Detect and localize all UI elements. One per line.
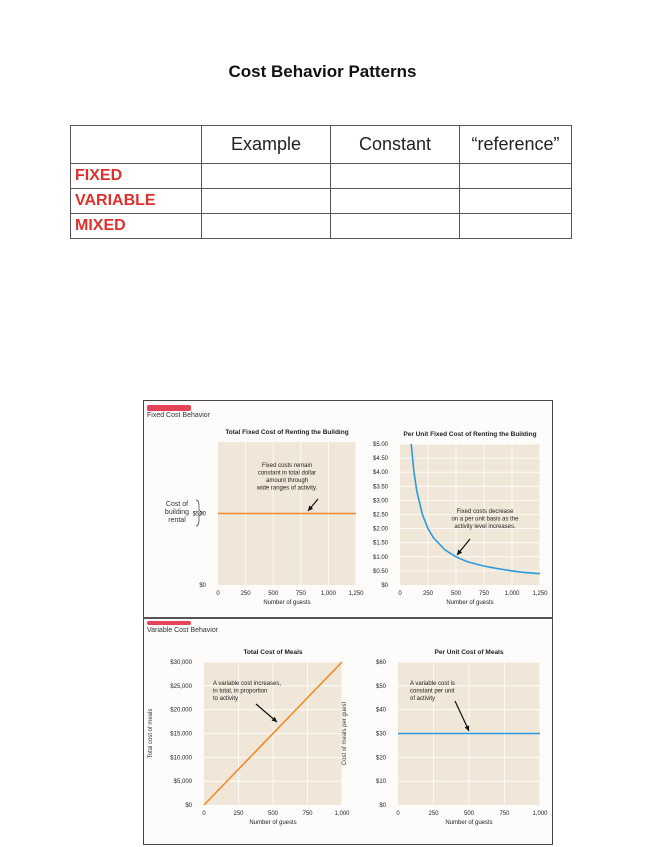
x-tick-label: 1,000 xyxy=(504,591,520,597)
annotation-text: constant in total dollar xyxy=(257,470,317,477)
x-tick-label: 1,250 xyxy=(532,591,548,597)
chart-3 xyxy=(342,649,548,826)
x-axis-label: Number of guests xyxy=(446,600,494,606)
chart-title: Total Fixed Cost of Renting the Building xyxy=(225,429,349,436)
x-tick-label: 500 xyxy=(267,811,279,817)
y-tick-label: $3.50 xyxy=(372,484,388,491)
annotation-text: in total, in proportion xyxy=(213,688,268,695)
y-tick-label: $2.00 xyxy=(372,526,388,533)
annotation-text: activity level increases. xyxy=(454,524,516,530)
x-tick-label: 500 xyxy=(463,811,475,817)
y-tick-label: $4.00 xyxy=(372,470,388,477)
x-tick-label: 1,000 xyxy=(320,591,336,597)
chart-title: Per Unit Fixed Cost of Renting the Building xyxy=(403,431,537,438)
y-tick-label: $0.50 xyxy=(372,568,388,575)
y-tick-label: $50 xyxy=(375,683,386,690)
y-tick-label: $500 xyxy=(192,511,206,518)
row-label-fixed: FIXED xyxy=(71,164,202,189)
y-tick-label: $0 xyxy=(379,803,386,809)
row-label-mixed: MIXED xyxy=(71,214,202,239)
y-tick-label: $30,000 xyxy=(170,660,192,666)
fixed-side-label: Cost of building rental xyxy=(164,501,190,524)
annotation-text: Fixed costs decrease xyxy=(456,509,514,515)
annotation-text: A variable cost increases, xyxy=(213,681,282,687)
x-tick-label: 0 xyxy=(396,811,400,817)
y-tick-label: $1.00 xyxy=(372,554,388,561)
y-tick-label: $25,000 xyxy=(170,683,192,690)
chart-title: Per Unit Cost of Meals xyxy=(434,649,504,656)
y-tick-label: $10,000 xyxy=(170,755,192,762)
y-tick-label: $20 xyxy=(375,755,386,762)
chart-0 xyxy=(193,429,365,606)
y-axis-label: Total cost of meals xyxy=(148,708,154,759)
x-tick-label: 250 xyxy=(240,591,251,597)
y-tick-label: $30 xyxy=(375,731,386,738)
annotation-text: of activity xyxy=(410,696,436,702)
header-cell-constant: Constant xyxy=(331,126,460,164)
y-tick-label: $15,000 xyxy=(170,731,192,738)
x-axis-label: Number of guests xyxy=(249,820,297,826)
annotation-text: A variable cost is xyxy=(410,681,456,687)
x-tick-label: 750 xyxy=(478,591,490,597)
y-tick-label: $3.00 xyxy=(372,498,388,505)
y-tick-label: $0 xyxy=(185,803,192,809)
y-tick-label: $60 xyxy=(375,660,386,666)
header-cell-example: Example xyxy=(202,126,331,164)
y-tick-label: $2.50 xyxy=(372,512,388,519)
annotation-text: constant per unit xyxy=(410,688,455,695)
y-axis-label: Cost of meals per guest xyxy=(342,701,348,766)
y-tick-label: $5,000 xyxy=(173,779,192,786)
fixed-section-label: Fixed Cost Behavior xyxy=(147,412,211,419)
x-tick-label: 0 xyxy=(398,591,402,597)
y-tick-label: $1.50 xyxy=(372,540,388,547)
x-tick-label: 250 xyxy=(428,811,439,817)
variable-section-label: Variable Cost Behavior xyxy=(147,627,219,634)
annotation-text: to activity xyxy=(213,696,239,702)
x-tick-label: 1,000 xyxy=(532,811,548,817)
annotation-text: wide ranges of activity. xyxy=(256,485,318,492)
y-tick-label: $5.00 xyxy=(372,442,388,448)
x-axis-label: Number of guests xyxy=(445,820,493,826)
y-tick-label: $4.50 xyxy=(372,456,388,463)
y-tick-label: $40 xyxy=(375,707,386,714)
y-tick-label: $0 xyxy=(199,583,206,589)
chart-1 xyxy=(373,431,548,606)
chart-title: Total Cost of Meals xyxy=(243,649,303,656)
x-tick-label: 250 xyxy=(422,591,434,597)
x-tick-label: 750 xyxy=(295,591,306,597)
x-tick-label: 1,000 xyxy=(334,811,350,817)
x-tick-label: 750 xyxy=(302,811,313,817)
x-axis-label: Number of guests xyxy=(263,600,311,606)
row-label-variable: VARIABLE xyxy=(71,189,202,214)
x-tick-label: 0 xyxy=(216,591,220,597)
x-tick-label: 250 xyxy=(233,811,244,817)
annotation-text: amount through xyxy=(265,478,309,484)
y-tick-label: $0 xyxy=(381,583,388,589)
page-title: Cost Behavior Patterns xyxy=(228,62,417,81)
y-tick-label: $10 xyxy=(375,779,386,786)
y-tick-label: $20,000 xyxy=(170,707,192,714)
x-tick-label: 500 xyxy=(450,591,462,597)
chart-2 xyxy=(148,649,350,826)
annotation-text: Fixed costs remain xyxy=(261,463,313,469)
x-tick-label: 1,250 xyxy=(348,591,364,597)
x-tick-label: 500 xyxy=(268,591,279,597)
x-tick-label: 750 xyxy=(499,811,510,817)
x-tick-label: 0 xyxy=(202,811,206,817)
annotation-text: on a per unit basis as the xyxy=(451,516,519,523)
header-cell-reference: “reference” xyxy=(460,126,572,164)
